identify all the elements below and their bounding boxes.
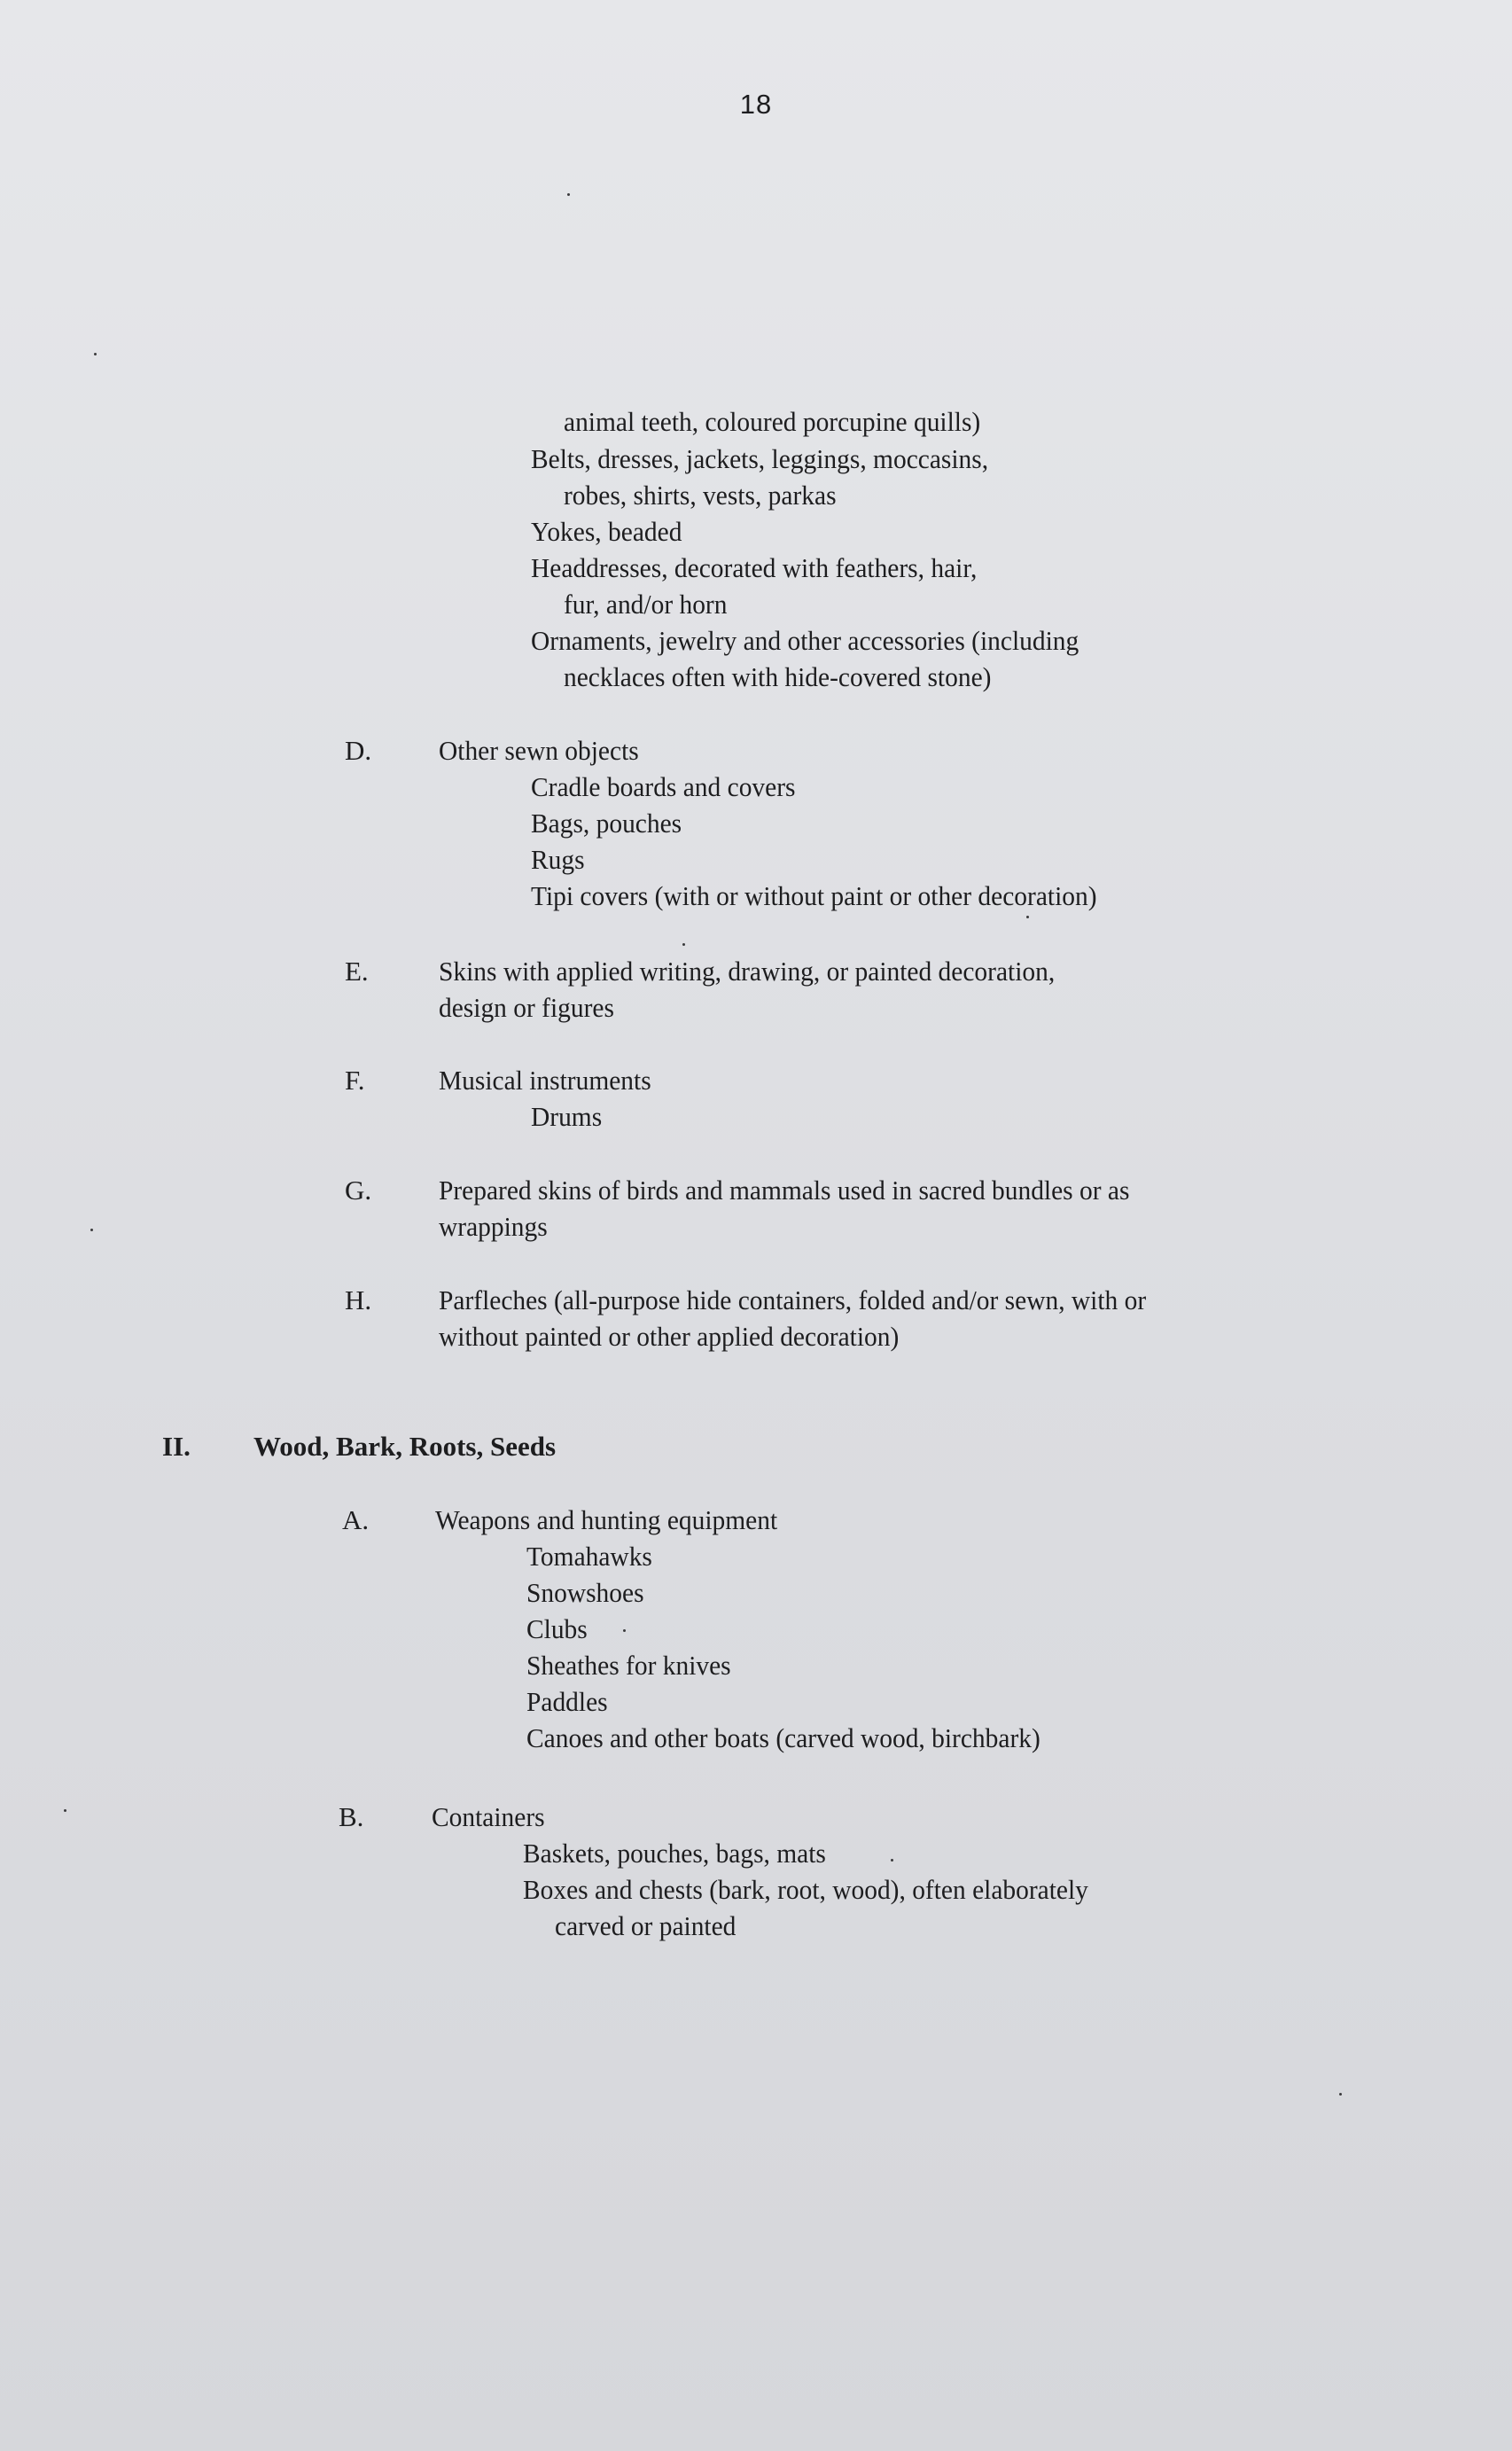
scan-speck [94, 353, 97, 355]
section-title: Parfleches (all-purpose hide containers, folded and/or sewn, with or [439, 1284, 1147, 1315]
scan-speck [1339, 2093, 1342, 2096]
page-number: 18 [739, 89, 773, 120]
scan-speck [891, 1859, 893, 1862]
list-line: Ornaments, jewelry and other accessories (including [531, 625, 1079, 656]
scan-speck [623, 1629, 626, 1632]
section-title: wrappings [439, 1211, 548, 1242]
scan-speck [567, 193, 570, 196]
section-letter: D. [345, 735, 372, 766]
list-item: Rugs [531, 844, 585, 875]
list-item: Cradle boards and covers [531, 771, 796, 802]
part-title: Wood, Bark, Roots, Seeds [253, 1431, 557, 1462]
section-title: Musical instruments [439, 1065, 651, 1096]
list-line: necklaces often with hide-covered stone) [564, 661, 992, 692]
section-title: design or figures [439, 992, 614, 1023]
section-letter: A. [342, 1504, 370, 1535]
list-item: Drums [531, 1101, 603, 1132]
scan-speck [1026, 916, 1029, 918]
list-item: Sheathes for knives [526, 1650, 731, 1681]
section-letter: F. [345, 1065, 365, 1096]
section-title: Prepared skins of birds and mammals used in sacred bundles or as [439, 1175, 1130, 1206]
section-title: without painted or other applied decoration) [439, 1321, 900, 1352]
section-letter: B. [339, 1801, 364, 1832]
list-line: Yokes, beaded [531, 516, 682, 547]
part-numeral: II. [162, 1431, 191, 1462]
section-letter: E. [345, 956, 369, 987]
list-item: Paddles [526, 1686, 608, 1717]
scan-speck [682, 943, 685, 946]
section-title: Weapons and hunting equipment [435, 1504, 778, 1535]
scan-speck [64, 1809, 66, 1812]
list-item: Tipi covers (with or without paint or other decoration) [531, 880, 1097, 911]
list-item: Tomahawks [526, 1541, 652, 1572]
section-title: Containers [432, 1801, 545, 1832]
list-line: robes, shirts, vests, parkas [564, 480, 837, 511]
section-title: Skins with applied writing, drawing, or painted decoration, [439, 956, 1056, 987]
list-item: carved or painted [555, 1910, 737, 1941]
section-letter: H. [345, 1284, 372, 1315]
section-title: Other sewn objects [439, 735, 639, 766]
scan-speck [90, 1229, 93, 1231]
list-line: animal teeth, coloured porcupine quills) [564, 406, 981, 437]
list-line: Headdresses, decorated with feathers, hair, [531, 552, 978, 583]
list-item: Snowshoes [526, 1577, 644, 1608]
list-line: Belts, dresses, jackets, leggings, moccasins, [531, 443, 989, 474]
list-item: Boxes and chests (bark, root, wood), often elaborately [523, 1874, 1088, 1905]
list-line: fur, and/or horn [564, 589, 728, 620]
list-item: Canoes and other boats (carved wood, birchbark) [526, 1722, 1040, 1753]
list-item: Bags, pouches [531, 808, 682, 839]
list-item: Baskets, pouches, bags, mats [523, 1838, 826, 1869]
list-item: Clubs [526, 1613, 588, 1644]
section-letter: G. [345, 1175, 372, 1206]
